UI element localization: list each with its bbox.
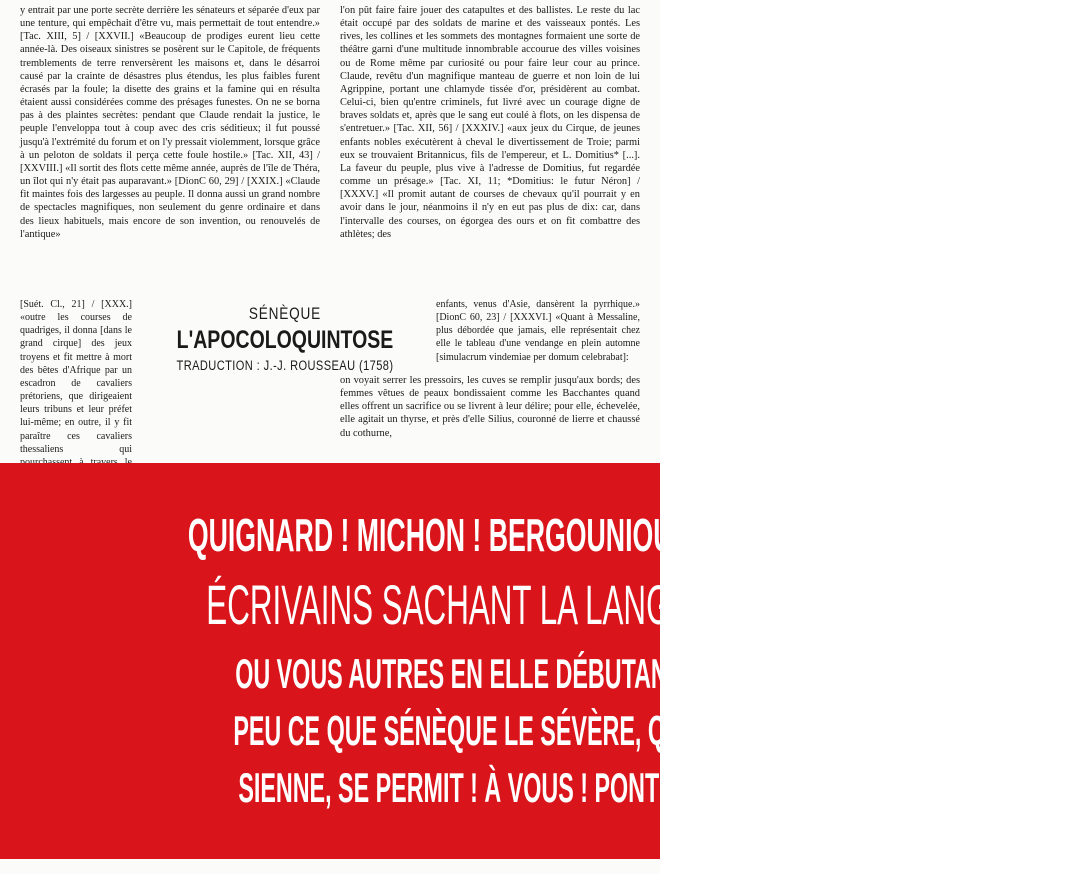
banner-line-2: ÉCRIVAINS SACHANT LA LANGUE ! [206, 573, 732, 636]
right-column-text [340, 4, 640, 298]
right-column-paragraph: l'on pût faire faire jouer des catapultes et des ballistes. Le reste du lac était occupé par des soldats de marine et des vaisseaux pontés. Les rives, les collines et les sommets des montagnes formaient une sorte de théâtre garni d'une multitude innombrable accourue des villes voisines ou de Rome même par curiosité ou pour faire leur cour au prince. Claude, revêtu d'un magnifique manteau de guerre et non loin de lui Agrippine, portant une chlamyde tissée d'or, présidèrent au combat. Celui-ci, bien qu'entre criminels, fut livré avec un courage digne de braves soldats et, après que le sang eut coulé à flots, on les dispensa de s'entretuer.» [Tac. XII, 56] / [XXXIV.] «aux jeux du Cirque, de jeunes enfants nobles exécutèrent à cheval le divertissement de Troie; parmi eux se trouvaient Britannicus, fils de l'empereur, et L. Domitius* [...]. La faveur du peuple, plus vive à l'adresse de Domitius, fut regardée comme un présage.» [Tac. XI, 11; *Domitius: le futur Néron] / [XXXV.] «Il promit autant de courses de chevaux qu'il pourrait y en avoir dans le jour, néanmoins il n'y en eut pas plus de dix: car, dans l'intervalle des courses, on égorgea des ours et on fit combattre des athlètes; des [340, 5, 640, 240]
book-translation-credit: TRADUCTION : J.-J. ROUSSEAU (1758) [176, 358, 394, 373]
left-column-paragraph: y entrait par une porte secrète derrière les sénateurs et séparée d'eux par une tenture, qui empêchait d'être vu, mais permettait de tout entendre.» [Tac. XIII, 5] / [XXVII.] «Beaucoup de prodiges eurent lieu cette année-là. Des oiseaux sinistres se posèrent sur le Capitole, de fréquents tremblements de terre renversèrent les maisons et, dans le désarroi causé par la crainte de désastres plus étendus, les plus faibles furent écrasés par la foule; la disette des grains et la famine qui en résulta étaient aussi considérées comme des présages funestes. On ne se borna pas à des plaintes secrètes: pendant que Claude rendait la justice, le peuple l'enveloppa tout à coup avec des cris séditieux; il fut poussé jusqu'à l'extrémité du forum et on l'y pressait violemment, lorsque grâce à un peloton de soldats il perça cette foule hostile.» [Tac. XII, 43] / [XXVIII.] «Il sortit des flots cette même année, auprès de l'île de Théra, un îlot qui n'y était pas auparavant.» [DionC 60, 29] / [XXIX.] «Claude fit maintes fois des largesses au peuple. Il donna aussi un grand nombre de spectacles magnifiques, non seulement du genre ordinaire et dans des lieux habituels, mais encore de son invention, ou renouvelés de l'antique» [20, 5, 320, 240]
right-narrow-paragraph: enfants, venus d'Asie, dansèrent la pyrrhique.» [DionC 60, 23] / [XXXVI.] «Quant à Messaline, plus débordée que jamais, elle représentait chez elle le tableau d'une vendange en plein automne [simulacrum vindemiae per domum celebrabat]: [436, 299, 640, 363]
right-tail-paragraph: on voyait serrer les pressoirs, les cuves se remplir jusqu'aux bords; des femmes vêtues de peaux bondissaient comme les Bacchantes quand elles offrent un sacrifice ou se livrent à leur délire; pour elle, échevelée, elle agitait un thyrse, et près d'elle Silius, couronné de lierre et chaussé du cothurne, [340, 375, 640, 439]
banner-line-3: OU VOUS AUTRES EN ELLE DÉBUTANT ! VOYEZ UN [235, 650, 822, 697]
book-title-block [138, 302, 432, 376]
banner-line-5: SIENNE, SE PERMIT ! À VOUS ! PONTCERQ LANCE... [238, 764, 833, 811]
right-narrow-column-text [436, 298, 640, 376]
left-column-text [20, 4, 320, 298]
banner-line-4: PEU CE QUE SÉNÈQUE LE SÉVÈRE, QUI SAVAIT LA [233, 707, 816, 754]
bottom-margin [0, 859, 660, 874]
left-narrow-paragraph: [Suét. Cl., 21] / [XXX.] «outre les courses de quadriges, il donna [dans le grand cirque] des jeux troyens et fit mettre à mort des bêtes d'Afrique par un escadron de cavaliers prétoriens, que dirigeaient leurs tribuns et leur préfet lui-même; en outre, il y fit paraître ces cavaliers thessaliens qui [20, 299, 132, 455]
book-title: L'APOCOLOQUINTOSE [176, 326, 394, 354]
left-narrow-column-text [20, 298, 132, 463]
book-author: SÉNÈQUE [248, 304, 322, 323]
right-column-tail-text [340, 374, 640, 462]
banner-line-1: QUIGNARD ! MICHON ! BERGOUNIOUX ! [187, 509, 707, 561]
